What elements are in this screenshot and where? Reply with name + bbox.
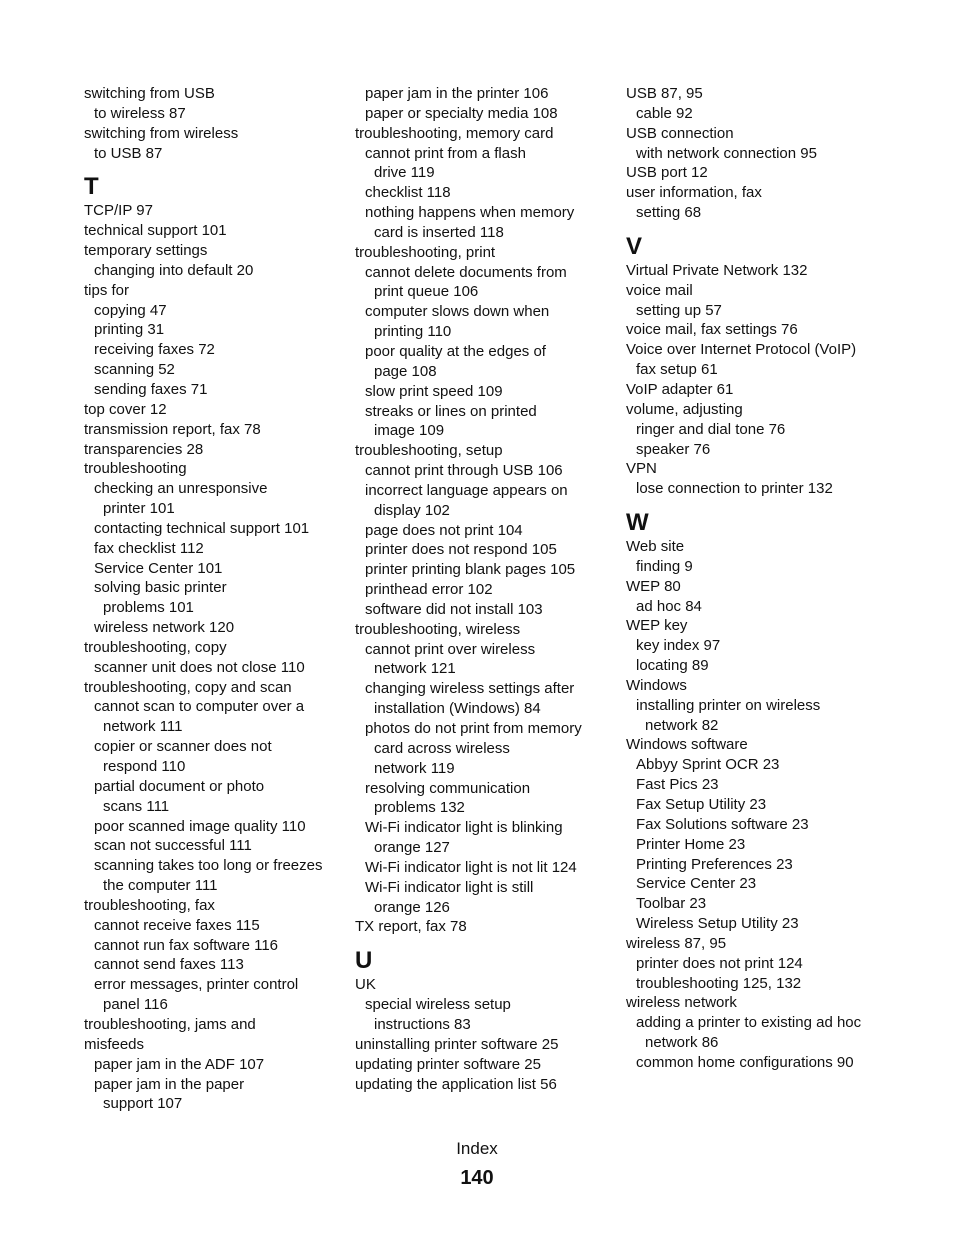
index-subentry: printing 110 (374, 323, 452, 341)
index-subentry: cannot send faxes 113 (94, 956, 244, 974)
index-subentry: network 86 (645, 1034, 719, 1052)
index-subentry: Fast Pics 23 (636, 776, 719, 794)
index-subentry: troubleshooting 125, 132 (636, 974, 802, 992)
index-entry: Windows software (626, 736, 748, 754)
index-subentry: speaker 76 (636, 440, 711, 458)
index-entry: TX report, fax 78 (355, 918, 467, 936)
index-entry: transparencies 28 (84, 440, 204, 458)
index-subentry: image 109 (374, 422, 445, 440)
index-entry: tips for (84, 281, 130, 299)
index-subentry: orange 127 (374, 839, 450, 857)
index-subentry: Printer Home 23 (636, 835, 746, 853)
index-entry: WEP 80 (626, 577, 681, 595)
index-entry: Voice over Internet Protocol (VoIP) (626, 341, 857, 359)
index-subentry: special wireless setup (365, 996, 511, 1014)
index-subentry: copier or scanner does not (94, 738, 272, 756)
index-subentry: changing wireless settings after (365, 680, 575, 698)
index-subentry: Wi-Fi indicator light is blinking (365, 819, 563, 837)
index-subentry: page 108 (374, 362, 437, 380)
index-subentry: Wi-Fi indicator light is still (365, 878, 534, 896)
index-subentry: cannot print from a flash (365, 144, 526, 162)
index-subentry: photos do not print from memory (365, 720, 582, 737)
index-subentry: to USB 87 (94, 144, 163, 162)
index-subentry: fax checklist 112 (94, 539, 204, 557)
index-subentry: printer 101 (103, 500, 175, 518)
index-entry: Virtual Private Network 132 (626, 261, 808, 279)
index-subentry: Abbyy Sprint OCR 23 (636, 756, 780, 774)
index-subentry: cannot run fax software 116 (94, 936, 278, 954)
index-subentry: checklist 118 (365, 184, 451, 202)
index-entry: technical support 101 (84, 222, 227, 240)
index-entry: Web site (626, 538, 685, 556)
index-subentry: changing into default 20 (94, 261, 254, 279)
index-subentry: respond 110 (103, 758, 186, 775)
index-subentry: problems 132 (374, 799, 465, 817)
index-entry: uninstalling printer software 25 (355, 1035, 559, 1053)
index-subentry: network 121 (374, 660, 456, 678)
index-subentry: error messages, printer control (94, 976, 299, 994)
index-subentry: cannot print through USB 106 (365, 462, 563, 480)
index-subentry: ringer and dial tone 76 (636, 420, 786, 438)
index-section-letter: W (626, 509, 649, 537)
index-entry: troubleshooting, copy and scan (84, 678, 292, 696)
index-section-letter: U (355, 947, 373, 975)
index-subentry: resolving communication (365, 779, 531, 797)
index-subentry: ad hoc 84 (636, 597, 702, 615)
index-subentry: panel 116 (103, 996, 168, 1014)
index-entry: troubleshooting (84, 460, 187, 478)
index-entry: troubleshooting, jams and (84, 1015, 256, 1033)
index-subentry: installing printer on wireless (636, 696, 821, 714)
index-subentry: page does not print 104 (365, 521, 523, 539)
index-entry: temporary settings (84, 242, 208, 260)
index-entry: troubleshooting, setup (355, 442, 503, 460)
index-subentry: cannot print over wireless (365, 640, 536, 658)
index-subentry: Service Center 23 (636, 875, 757, 893)
index-subentry: print queue 106 (374, 283, 479, 301)
index-subentry: drive 119 (374, 164, 435, 182)
index-subentry: fax setup 61 (636, 361, 718, 379)
index-subentry: to wireless 87 (94, 104, 186, 122)
index-subentry: network 119 (374, 759, 455, 777)
index-entry: updating the application list 56 (355, 1075, 557, 1093)
index-entry: troubleshooting, wireless (355, 620, 521, 638)
index-subentry: nothing happens when memory (365, 204, 575, 222)
index-entry: VPN (626, 460, 657, 478)
index-column-3 (626, 84, 926, 1073)
index-subentry: setting up 57 (636, 301, 722, 319)
index-entry: updating printer software 25 (355, 1055, 541, 1073)
index-subentry: cannot delete documents from (365, 263, 567, 281)
index-subentry: network 111 (103, 718, 183, 736)
index-subentry: printer does not respond 105 (365, 541, 557, 559)
index-entry: switching from USB (84, 85, 215, 102)
index-subentry: Fax Solutions software 23 (636, 815, 809, 833)
index-subentry: paper or specialty media 108 (365, 104, 558, 122)
index-entry: USB port 12 (626, 164, 708, 182)
index-subentry: support 107 (103, 1095, 183, 1113)
index-subentry: with network connection 95 (636, 144, 817, 162)
index-subentry: software did not install 103 (365, 600, 543, 618)
index-subentry: poor scanned image quality 110 (94, 817, 306, 835)
index-subentry: contacting technical support 101 (94, 519, 310, 537)
index-subentry: display 102 (374, 501, 450, 519)
index-subentry: scanning takes too long or freezes (94, 857, 323, 875)
index-subentry: setting 68 (636, 204, 702, 222)
index-subentry: Toolbar 23 (636, 895, 707, 913)
index-subentry: cannot receive faxes 115 (94, 916, 260, 934)
index-subentry: scanning 52 (94, 361, 175, 379)
index-subentry: finding 9 (636, 557, 693, 575)
index-subentry: key index 97 (636, 637, 721, 655)
index-subentry: printer printing blank pages 105 (365, 561, 576, 579)
index-entry: VoIP adapter 61 (626, 380, 734, 398)
index-subentry: paper jam in the paper (94, 1075, 245, 1093)
index-entry: switching from wireless (84, 124, 239, 142)
index-subentry: printhead error 102 (365, 581, 493, 599)
index-entry: user information, fax (626, 184, 762, 202)
index-subentry: the computer 111 (103, 877, 218, 895)
index-entry: TCP/IP 97 (84, 202, 153, 220)
index-subentry: paper jam in the ADF 107 (94, 1055, 265, 1073)
index-subentry: receiving faxes 72 (94, 341, 215, 359)
index-entry: top cover 12 (84, 400, 167, 418)
index-subentry: poor quality at the edges of (365, 342, 546, 360)
index-column-2 (355, 84, 615, 1094)
index-subentry: computer slows down when (365, 303, 550, 321)
index-subentry: printer does not print 124 (636, 954, 803, 972)
index-entry: wireless network (626, 994, 737, 1012)
index-entry: troubleshooting, memory card (355, 124, 554, 142)
index-entry: USB connection (626, 124, 734, 142)
index-subentry: sending faxes 71 (94, 380, 208, 398)
footer-section-label: Index (456, 1139, 498, 1158)
index-subentry: slow print speed 109 (365, 382, 503, 400)
index-subentry: Wireless Setup Utility 23 (636, 915, 799, 933)
index-subentry: locating 89 (636, 657, 709, 675)
index-entry: misfeeds (84, 1035, 145, 1053)
index-subentry: installation (Windows) 84 (374, 700, 541, 718)
index-subentry: Service Center 101 (94, 559, 223, 577)
index-column-1 (84, 84, 344, 1114)
index-entry: Windows (626, 676, 687, 694)
index-entry: voice mail, fax settings 76 (626, 321, 798, 339)
index-subentry: checking an unresponsive (94, 480, 268, 498)
page-number: 140 (460, 1167, 494, 1189)
index-entry: UK (355, 976, 376, 994)
index-entry: transmission report, fax 78 (84, 420, 261, 438)
index-subentry: cannot scan to computer over a (94, 698, 305, 716)
index-section-letter: V (626, 232, 643, 260)
index-subentry: adding a printer to existing ad hoc (636, 1014, 862, 1032)
index-entry: USB 87, 95 (626, 85, 703, 102)
index-subentry: network 82 (645, 716, 719, 734)
index-entry: voice mail (626, 281, 693, 299)
index-entry: volume, adjusting (626, 400, 743, 418)
index-subentry: printing 31 (94, 321, 165, 339)
index-subentry: paper jam in the printer 106 (365, 85, 549, 102)
index-entry: troubleshooting, copy (84, 638, 227, 656)
index-subentry: orange 126 (374, 898, 450, 916)
index-subentry: common home configurations 90 (636, 1053, 854, 1071)
index-subentry: instructions 83 (374, 1015, 471, 1033)
index-subentry: problems 101 (103, 599, 194, 617)
index-subentry: scanner unit does not close 110 (94, 658, 305, 676)
index-subentry: incorrect language appears on (365, 481, 568, 499)
index-subentry: card is inserted 118 (374, 223, 504, 241)
index-entry: WEP key (626, 617, 688, 635)
index-subentry: scan not successful 111 (94, 837, 252, 855)
index-entry: troubleshooting, fax (84, 896, 215, 914)
index-subentry: partial document or photo (94, 777, 265, 795)
index-subentry: Printing Preferences 23 (636, 855, 793, 873)
index-subentry: card across wireless (374, 739, 510, 757)
index-subentry: scans 111 (103, 797, 170, 815)
index-subentry: solving basic printer (94, 579, 227, 597)
index-entry: troubleshooting, print (355, 243, 496, 261)
index-subentry: cable 92 (636, 104, 693, 122)
index-subentry: streaks or lines on printed (365, 402, 537, 420)
index-subentry: wireless network 120 (94, 619, 235, 637)
index-entry: wireless 87, 95 (626, 934, 727, 952)
index-section-letter: T (84, 173, 99, 201)
index-subentry: Fax Setup Utility 23 (636, 796, 767, 813)
index-subentry: lose connection to printer 132 (636, 480, 833, 498)
index-subentry: copying 47 (94, 301, 167, 319)
index-subentry: Wi-Fi indicator light is not lit 124 (365, 858, 577, 876)
